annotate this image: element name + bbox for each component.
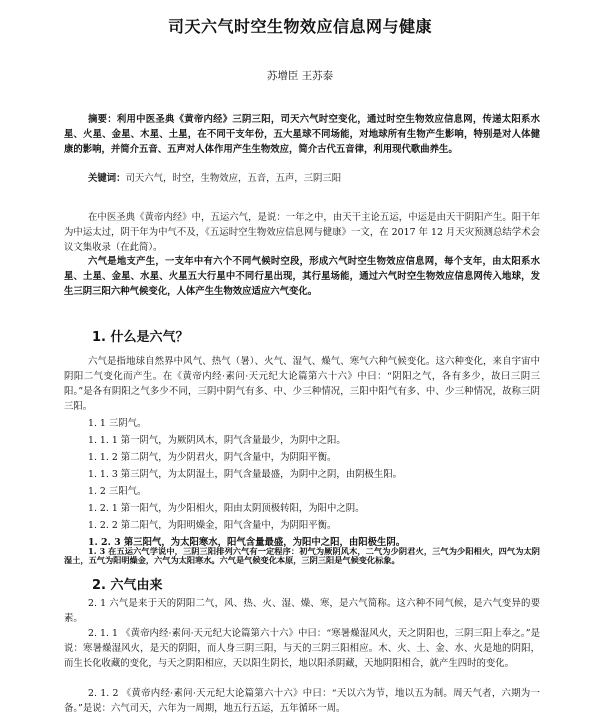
section-1-heading: 1. 什么是六气？ (92, 330, 189, 345)
list-item: 1. 2. 2 第二阳气，为阳明燥金，阳气含量中，为阴阳平衡。 (88, 520, 337, 531)
section-2-paragraph-3: 2. 1. 2 《黄帝内经·素问·天元纪大论篇第六十六》中曰：“天以六为节，地以五为制。周天气者，六期为一备。”是说：六气司天，六年为一周期，地五行五运，五年循环一周。 (64, 688, 540, 714)
section-1-order: 1. 3 在五运六气学说中，三阴三阳排列六气有一定程序：初气为厥阴风木，二气为少阴君火，三气为少阳相火，四气为太阴湿土，五气为阳明燥金，六气为太阳寒水。六气是气候变化本原，三阴三阳是气候变化标象。 (64, 546, 540, 565)
section-1-definition: 六气是指地球自然界中风气、热气（暑）、火气、湿气、燥气、寒气六种气候变化。这六种变化，来自宇宙中阴阳二气变化而产生。在《黄帝内经·素问·天元纪大论篇第六十六》中曰：“阴阳之气，各有多少，故曰三阴三阳。”是各有阴阳之气多少不同，三阴中阴气有多、中、少三种情况，三阳中阳气有多、中、少三种情况，故称三阴三阳。 (64, 356, 540, 412)
intro-paragraph-1: 在中医圣典《黄帝内经》中，五运六气，是说：一年之中，由天干主论五运，中运是由天干阴阳产生。阳干年为中运太过，阴干年为中气不及，《五运时空生物效应信息网与健康》一文，在 2017 年 12 月天灾预测总结学术会议文集收录（在此简）。 (64, 212, 540, 253)
abstract-text: 利用中医圣典《黄帝内经》三阴三阳，司天六气时空变化，通过时空生物效应信息网，传递太阳系水星、火星、金星、木星、土星，在不同干支年份，五大星球不同场能，对地球所有生物产生影响，特别是对人体健康的影响，并简介五音、五声对人体作用产生生物效应，简介古代五音律，利用现代歌曲养生。 (64, 114, 540, 155)
abstract-label: 摘要： (88, 114, 117, 125)
section-2-heading: 2. 六气由来 (92, 578, 163, 593)
section-2-paragraph-2: 2. 1. 1 《黄帝内经·素问·天元纪大论篇第六十六》中曰：“寒暑燥湿风火，天之阴阳也，三阴三阳上奉之。”是说：寒暑燥湿风火，是天的阴阳，而人身三阴三阳，与天的三阴三阳相应。木、火、土、金、水、火是地的阴阳，而生长化收藏的变化，与天之阴阳相应，天以阳生阴长，地以阳杀阴藏，天地阴阳相合，就产生四时的变化。 (64, 628, 540, 669)
keywords-label: 关键词： (88, 173, 126, 184)
section-2-paragraph-1: 2. 1 六气是来于天的阴阳二气，风、热、火、湿、燥、寒，是六气简称。这六种不同气候，是六气变异的要素。 (64, 598, 540, 624)
list-item: 1. 1. 3 第三阴气，为太阴湿土，阴气含量最盛，为阴中之阴，由阴极生阳。 (88, 469, 403, 480)
intro-paragraph-2: 六气是地支产生，一支年中有六个不同气候时空段，形成六气时空生物效应信息网，每个支年，由太阳系水星、土星、金星、水星、火星五大行星中不同行星出现，其行星场能，通过六气时空生物效应信息网传入地球，发生三阴三阳六种气候变化，人体产生生物效应适应六气变化。 (64, 256, 540, 297)
authors: 苏增臣 王苏泰 (266, 70, 334, 82)
keywords-text: 司天六气，时空，生物效应，五音，五声，三阴三阳 (125, 173, 342, 184)
keywords (64, 171, 540, 186)
list-item: 1. 2. 3 第三阳气，为太阳寒水，阳气含量最盛，为阳中之阳，由阳极生阴。 (88, 537, 406, 548)
abstract (64, 112, 540, 157)
list-item: 1. 2 三阳气。 (88, 486, 147, 497)
list-item: 1. 1. 2 第二阴气，为少阴君火，阴气含量中，为阴阳平衡。 (88, 452, 337, 463)
list-item: 1. 1. 1 第一阴气，为厥阴风木，阴气含量最少，为阴中之阳。 (88, 435, 346, 446)
paper-title: 司天六气时空生物效应信息网与健康 (167, 17, 432, 36)
list-item: 1. 2. 1 第一阳气，为少阳相火，阳由太阴顶极转阳，为阳中之阴。 (88, 503, 365, 514)
list-item: 1. 1 三阴气。 (88, 418, 147, 429)
